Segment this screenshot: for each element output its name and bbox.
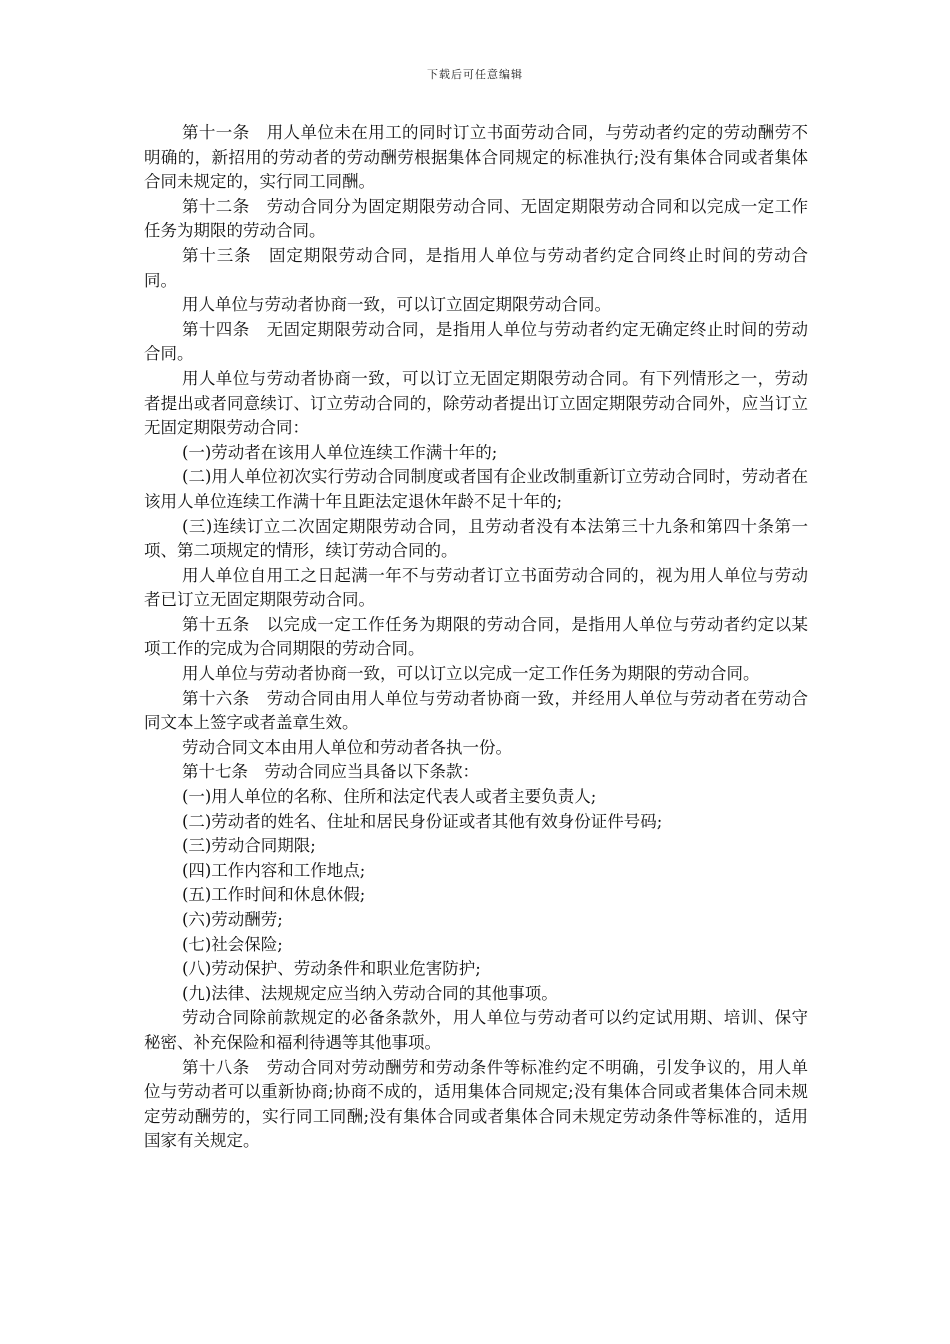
paragraph: 第十四条 无固定期限劳动合同，是指用人单位与劳动者约定无确定终止时间的劳动合同。	[144, 319, 808, 364]
paragraph: 第十六条 劳动合同由用人单位与劳动者协商一致，并经用人单位与劳动者在劳动合同文本上签字或者盖章生效。	[144, 688, 808, 733]
paragraph: (二)用人单位初次实行劳动合同制度或者国有企业改制重新订立劳动合同时，劳动者在该用人单位连续工作满十年且距法定退休年龄不足十年的;	[144, 467, 808, 511]
paragraph: 用人单位自用工之日起满一年不与劳动者订立书面劳动合同的，视为用人单位与劳动者已订立无固定期限劳动合同。	[144, 565, 808, 610]
paragraph: (一)劳动者在该用人单位连续工作满十年的;	[181, 442, 498, 462]
paragraph: 第十八条 劳动合同对劳动酬劳和劳动条件等标准约定不明确，引发争议的，用人单位与劳动者可以重新协商;协商不成的，适用集体合同规定;没有集体合同或者集体合同未规定劳动酬劳的，实行同工同酬;没有集体合同或者集体合同未规定劳动条件等标准的，适用国家有关规定。	[144, 1057, 808, 1151]
paragraph: 第十三条 固定期限劳动合同，是指用人单位与劳动者约定合同终止时间的劳动合同。	[144, 245, 808, 290]
paragraph: 劳动合同除前款规定的必备条款外，用人单位与劳动者可以约定试用期、培训、保守秘密、补充保险和福利待遇等其他事项。	[144, 1008, 808, 1052]
paragraph: 第十一条 用人单位未在用工的同时订立书面劳动合同，与劳动者约定的劳动酬劳不明确的，新招用的劳动者的劳动酬劳根据集体合同规定的标准执行;没有集体合同或者集体合同未规定的，实行同工同酬。	[144, 123, 808, 192]
paragraph: 第十二条 劳动合同分为固定期限劳动合同、无固定期限劳动合同和以完成一定工作任务为期限的劳动合同。	[144, 196, 808, 241]
paragraph: (六)劳动酬劳;	[181, 910, 283, 929]
paragraph: 第十七条 劳动合同应当具备以下条款：	[181, 762, 479, 782]
paragraph: (一)用人单位的名称、住所和法定代表人或者主要负责人;	[181, 787, 597, 807]
paragraph: (七)社会保险;	[181, 934, 283, 954]
paragraph: 第十五条 以完成一定工作任务为期限的劳动合同，是指用人单位与劳动者约定以某项工作的完成为合同期限的劳动合同。	[144, 614, 808, 659]
paragraph: (三)劳动合同期限;	[181, 836, 316, 856]
paragraph: (二)劳动者的姓名、住址和居民身份证或者其他有效身份证件号码;	[181, 811, 663, 831]
paragraph: 用人单位与劳动者协商一致，可以订立固定期限劳动合同。	[181, 295, 611, 315]
paragraph: 劳动合同文本由用人单位和劳动者各执一份。	[181, 737, 512, 757]
paragraph: (九)法律、法规规定应当纳入劳动合同的其他事项。	[181, 983, 558, 1003]
paragraph: (四)工作内容和工作地点;	[181, 860, 366, 880]
paragraph: (三)连续订立二次固定期限劳动合同，且劳动者没有本法第三十九条和第四十条第一项、第二项规定的情形，续订劳动合同的。	[144, 516, 808, 561]
paragraph: (八)劳动保护、劳动条件和职业危害防护;	[181, 959, 481, 979]
paragraph: 用人单位与劳动者协商一致，可以订立无固定期限劳动合同。有下列情形之一，劳动者提出或者同意续订、订立劳动合同的，除劳动者提出订立固定期限劳动合同外，应当订立无固定期限劳动合同：	[144, 368, 808, 438]
paragraph: (五)工作时间和休息休假;	[181, 885, 366, 905]
document-body	[144, 121, 808, 1154]
page-header: 下载后可任意编辑	[427, 68, 523, 81]
paragraph: 用人单位与劳动者协商一致，可以订立以完成一定工作任务为期限的劳动合同。	[181, 664, 760, 684]
